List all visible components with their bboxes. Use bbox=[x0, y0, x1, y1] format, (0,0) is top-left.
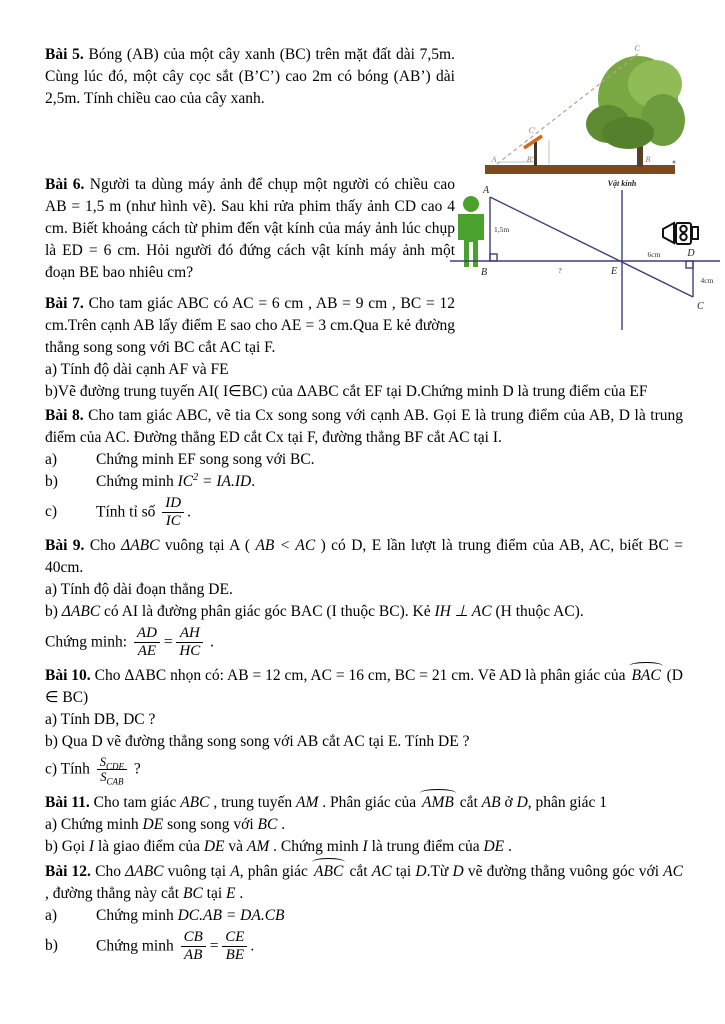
text-run: là trung điểm của bbox=[367, 837, 484, 855]
exercise-list-item bbox=[45, 579, 683, 601]
exercise-bai-12 bbox=[45, 860, 683, 967]
text-run: 2 bbox=[193, 471, 199, 483]
text-run: AB bbox=[184, 947, 203, 963]
camera-lens-horn bbox=[663, 223, 674, 243]
text-run: = bbox=[208, 937, 220, 955]
math-fraction bbox=[97, 755, 127, 785]
text-run: a) Tính DB, DC ? bbox=[45, 711, 156, 728]
label-B-prime: B' bbox=[526, 155, 534, 164]
label-dist-DC: 4cm bbox=[700, 276, 714, 285]
exercise-paragraph bbox=[45, 535, 683, 579]
exercise-list-item bbox=[45, 359, 683, 381]
text-run: , phân giác bbox=[239, 862, 313, 880]
text-run: BC bbox=[182, 884, 203, 902]
math-fraction bbox=[162, 495, 184, 531]
text-run: CAB bbox=[106, 776, 124, 787]
fraction-denominator bbox=[176, 643, 203, 660]
text-run: b)Vẽ đường trung tuyến AI( I∈BC) của ΔABC cắt EF tại D.Chứng minh D là trung điểm của EF bbox=[45, 383, 648, 400]
ground-end-dot bbox=[673, 161, 676, 164]
exercise-bai-9 bbox=[45, 535, 683, 663]
exercise-list-item bbox=[45, 905, 683, 927]
label-C-prime: C' bbox=[528, 126, 536, 135]
label-D: D bbox=[687, 248, 695, 259]
camera-lens-svg bbox=[448, 178, 725, 338]
text-run: Chứng minh bbox=[96, 937, 178, 955]
text-run: DE bbox=[142, 815, 164, 833]
math-fraction bbox=[181, 929, 206, 965]
text-run: (H thuộc AC). bbox=[491, 602, 584, 620]
text-run: Người ta dùng máy ảnh để chụp một người có chiều cao AB = 1,5 m (như hình vẽ). Sau khi rửa phim thấy ảnh CD cao 4 cm. Biết khoảng cách từ phim đến vật kính của máy ảnh lúc chụp là ED = 6 cm. Hỏi người đó đứng cách vật kính máy ảnh một đoạn BE bao nhiêu cm? bbox=[45, 176, 455, 281]
text-run: = IA.ID bbox=[198, 473, 252, 490]
text-run: (D ∈ BC) bbox=[45, 667, 683, 706]
text-run: Cho bbox=[84, 536, 122, 554]
exercise-bai-10 bbox=[45, 664, 683, 787]
text-run: E bbox=[226, 884, 236, 902]
text-run: Cho tam giác ABC, vẽ tia Cx song song với cạnh AB. Gọi E là trung điểm của AB, D là trung điểm của AC. Đường thẳng ED cắt Cx tại F, đường thẳng BF cắt AC tại I. bbox=[45, 407, 683, 446]
label-B: B bbox=[645, 155, 651, 164]
construction-lines bbox=[450, 190, 720, 330]
fraction-numerator bbox=[162, 495, 184, 513]
text-run: BAC bbox=[629, 664, 662, 687]
exercise-paragraph bbox=[45, 174, 455, 284]
text-run: ΔABC bbox=[121, 536, 160, 554]
text-run: DC.AB = DA.CB bbox=[177, 906, 285, 924]
label-A: A bbox=[482, 185, 490, 196]
text-run: . bbox=[504, 837, 512, 855]
tree-canopy-lobe bbox=[602, 117, 654, 149]
text-run: D bbox=[415, 862, 427, 880]
text-run: . Chứng minh bbox=[269, 837, 363, 855]
text-run: DE bbox=[203, 837, 225, 855]
text-run: Bài 7. bbox=[45, 295, 84, 312]
text-run: DE bbox=[483, 837, 505, 855]
text-run: và bbox=[224, 837, 247, 855]
text-run: AE bbox=[137, 642, 157, 659]
item-marker: c) bbox=[45, 503, 58, 521]
exercise-list-item bbox=[45, 836, 683, 858]
text-run: Cho tam giác bbox=[89, 793, 181, 811]
text-run: Chứng minh: bbox=[45, 632, 131, 650]
text-run: . bbox=[206, 632, 214, 650]
exercise-paragraph bbox=[45, 293, 455, 359]
text-run: AD bbox=[136, 624, 157, 641]
label-C: C bbox=[697, 301, 704, 312]
text-run: b) Qua D vẽ đường thẳng song song với AB cắt AC tại E. Tính DE ? bbox=[45, 733, 470, 750]
text-run: CE bbox=[225, 928, 245, 945]
exercise-list-item bbox=[45, 814, 683, 836]
label-unknown-distance: ? bbox=[558, 266, 562, 275]
text-run: vuông tại bbox=[163, 862, 231, 880]
text-run: BE bbox=[225, 947, 244, 963]
text-run: I bbox=[362, 837, 368, 855]
item-marker: a) bbox=[45, 906, 58, 924]
text-run: ID bbox=[165, 495, 182, 511]
item-marker: b) bbox=[45, 937, 58, 955]
label-dist-ED: 6cm bbox=[647, 250, 661, 259]
label-A: A bbox=[491, 155, 497, 164]
text-run: Bài 12. bbox=[45, 862, 91, 880]
text-run: IC bbox=[177, 473, 194, 490]
text-run: Cho tam giác ABC có AC = 6 cm , AB = 9 cm , BC = 12 cm.Trên cạnh AB lấy điểm E sao cho AE = 3 cm.Qua E kẻ đường thẳng song song với BC cắt AC tại F. bbox=[45, 295, 455, 356]
text-run: Bài 11. bbox=[45, 793, 90, 811]
fraction-numerator bbox=[222, 929, 247, 947]
fraction-denominator bbox=[134, 643, 160, 660]
fraction-numerator bbox=[176, 625, 203, 643]
text-run: b) bbox=[45, 602, 62, 620]
text-run: . bbox=[250, 937, 255, 955]
text-run: Bóng (AB) của một cây xanh (BC) trên mặt đất dài 7,5m. Cùng lúc đó, một cây cọc sắt (B’C’) cao 2m có bóng (AB’) dài 2,5m. Tính chiều cao của cây xanh. bbox=[45, 46, 455, 107]
text-run: AB bbox=[481, 793, 501, 811]
text-run: Chứng minh EF song song với BC. bbox=[96, 451, 315, 468]
exercise-list-item bbox=[45, 709, 683, 731]
text-run: . bbox=[251, 473, 256, 490]
text-run: Bài 8. bbox=[45, 407, 84, 424]
text-run: = bbox=[162, 632, 174, 650]
text-run: ΔABC bbox=[61, 602, 101, 620]
text-run: Tính tỉ số bbox=[96, 503, 160, 521]
text-run: AMB bbox=[420, 791, 456, 814]
exercise-paragraph bbox=[45, 791, 683, 814]
text-run: . bbox=[187, 503, 191, 521]
fraction-numerator bbox=[97, 755, 127, 770]
text-run: AM bbox=[246, 837, 270, 855]
text-run: song song với bbox=[163, 815, 258, 833]
text-run: Bài 10. bbox=[45, 667, 91, 684]
exercise-paragraph bbox=[45, 623, 683, 663]
text-run: Cho ΔABC nhọn có: AB = 12 cm, AC = 16 cm, BC = 21 cm. Vẽ AD là phân giác của bbox=[90, 667, 630, 684]
text-run: Chứng minh bbox=[96, 906, 178, 924]
text-run: tại bbox=[391, 862, 416, 880]
text-run: a) Chứng minh bbox=[45, 815, 143, 833]
right-angle-B bbox=[490, 254, 497, 261]
text-run: . Phân giác của bbox=[318, 793, 420, 811]
text-run: , trung tuyến bbox=[209, 793, 297, 811]
exercise-list-item bbox=[45, 381, 683, 403]
text-run: . bbox=[277, 815, 286, 833]
text-run: AB < AC bbox=[255, 536, 316, 554]
stake-tip bbox=[524, 136, 542, 148]
person-icon bbox=[458, 196, 484, 267]
text-run: AC bbox=[371, 862, 392, 880]
label-E: E bbox=[610, 266, 618, 277]
text-run: vuông tại A ( bbox=[159, 536, 256, 554]
exercise-list-item bbox=[45, 753, 683, 787]
ground-bar bbox=[485, 165, 675, 174]
exercise-paragraph bbox=[45, 664, 683, 709]
fraction-denominator bbox=[162, 513, 184, 530]
text-run: . bbox=[235, 884, 244, 902]
person-body bbox=[458, 214, 484, 267]
exercise-paragraph bbox=[45, 405, 683, 449]
exercise-paragraph bbox=[45, 44, 455, 110]
label-lens: Vật kính bbox=[607, 179, 637, 188]
text-run: BC bbox=[257, 815, 278, 833]
text-run: S bbox=[99, 755, 107, 769]
text-run: a) Tính độ dài cạnh AF và FE bbox=[45, 361, 229, 378]
text-run: Bài 6. bbox=[45, 176, 85, 193]
text-run: Cho bbox=[90, 862, 126, 880]
exercise-list-item bbox=[45, 731, 683, 753]
text-run: , phân giác 1 bbox=[527, 793, 607, 811]
text-run: AH bbox=[179, 624, 200, 641]
exercise-bai-8 bbox=[45, 405, 683, 533]
text-run: Bài 5. bbox=[45, 46, 84, 63]
tree-shadow-svg bbox=[450, 36, 722, 192]
text-run: .Từ bbox=[426, 862, 453, 880]
text-run: ABC bbox=[312, 860, 345, 883]
figure-camera-lens bbox=[448, 178, 725, 338]
text-run: ABC bbox=[180, 793, 210, 811]
camera-handle bbox=[692, 227, 698, 239]
stake-pole bbox=[534, 142, 537, 166]
camera-icon bbox=[663, 223, 698, 244]
text-run: A bbox=[230, 862, 240, 880]
text-run: HC bbox=[179, 642, 201, 659]
item-marker: b) bbox=[45, 473, 58, 490]
fraction-numerator bbox=[134, 625, 160, 643]
text-run: cắt bbox=[455, 793, 482, 811]
fraction-denominator bbox=[222, 947, 247, 964]
ray-A-to-C bbox=[490, 197, 693, 297]
exercise-list-item bbox=[45, 493, 683, 533]
text-run: I bbox=[88, 837, 95, 855]
text-run: ở bbox=[500, 793, 517, 811]
camera-reel bbox=[680, 226, 686, 232]
text-run: Chứng minh bbox=[96, 473, 178, 490]
math-fraction bbox=[134, 625, 160, 661]
text-run: cắt bbox=[345, 862, 372, 880]
text-run: vẽ đường thẳng vuông góc với bbox=[463, 862, 664, 880]
text-run: ) có D, E lần lượt là trung điểm của AB, AC, biết BC = 40cm. bbox=[45, 536, 684, 576]
figure-tree-shadow bbox=[450, 36, 722, 192]
fraction-numerator bbox=[181, 929, 206, 947]
fraction-denominator bbox=[181, 947, 206, 964]
text-run: AM bbox=[296, 793, 319, 811]
label-B: B bbox=[480, 267, 488, 278]
text-run: a) Tính độ dài đoạn thẳng DE. bbox=[45, 580, 233, 598]
item-marker: a) bbox=[45, 451, 58, 468]
text-run: ΔABC bbox=[125, 862, 164, 880]
text-run: CDE bbox=[106, 761, 125, 772]
exercise-list-item bbox=[45, 449, 683, 471]
text-run: tại bbox=[202, 884, 227, 902]
exercise-bai-11 bbox=[45, 791, 683, 858]
text-run: c) Tính bbox=[45, 760, 94, 778]
exercise-list-item bbox=[45, 601, 683, 623]
math-fraction bbox=[176, 625, 203, 661]
math-fraction bbox=[222, 929, 247, 965]
text-run: , đường thẳng này cắt bbox=[45, 884, 183, 902]
text-run: AC bbox=[663, 862, 683, 880]
text-run: CB bbox=[183, 928, 203, 945]
text-run: IH ⊥ AC bbox=[434, 602, 492, 620]
text-run: D bbox=[516, 793, 528, 811]
text-run: S bbox=[100, 770, 107, 785]
label-height: 1,5m bbox=[494, 225, 510, 234]
text-run: Bài 9. bbox=[45, 536, 85, 554]
exercise-list-item bbox=[45, 471, 683, 493]
text-run: IC bbox=[165, 513, 181, 530]
camera-reel bbox=[680, 234, 686, 240]
person-head bbox=[463, 196, 479, 212]
text-run: D bbox=[452, 862, 464, 880]
fraction-denominator bbox=[97, 770, 127, 787]
text-run: ? bbox=[130, 760, 141, 778]
label-C: C bbox=[634, 44, 640, 53]
text-run: có AI là đường phân giác góc BAC (I thuộc BC). Kẻ bbox=[100, 602, 435, 620]
exercise-list-item bbox=[45, 927, 683, 967]
tree-illustration bbox=[586, 56, 685, 167]
text-run: b) Gọi bbox=[45, 837, 89, 855]
exercise-paragraph bbox=[45, 860, 683, 905]
right-angle-D bbox=[686, 261, 693, 268]
text-run: là giao điểm của bbox=[94, 837, 204, 855]
